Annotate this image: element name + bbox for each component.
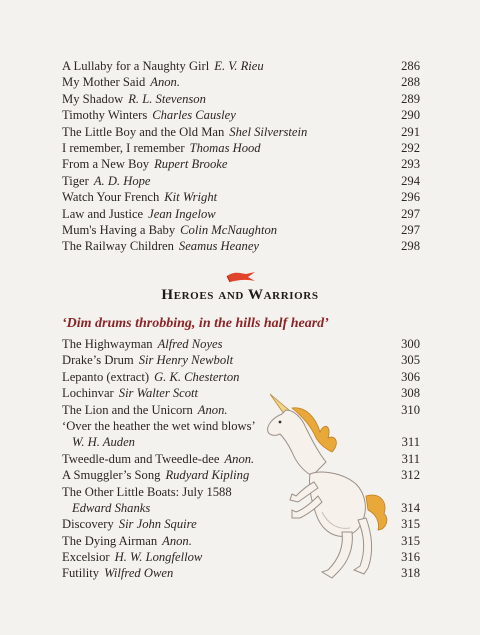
poem-title: The Little Boy and the Old Man xyxy=(62,124,225,139)
poem-author: H. W. Longfellow xyxy=(114,550,203,565)
poem-title: Timothy Winters xyxy=(62,108,148,123)
poem-title: Tweedle-dum and Tweedle-dee xyxy=(62,451,220,466)
poem-author: Alfred Noyes xyxy=(157,337,223,351)
poem-author: Anon. xyxy=(150,75,180,90)
page-number: 288 xyxy=(401,75,420,90)
poem-title: Excelsior xyxy=(62,550,110,565)
poem-title: A Smuggler’s Song xyxy=(62,468,161,483)
poem-author: Shel Silverstein xyxy=(229,124,308,139)
poem-author: Sir Walter Scott xyxy=(118,386,199,401)
poem-author: Jean Ingelow xyxy=(148,206,216,221)
page-number: 297 xyxy=(401,222,420,237)
toc-entry xyxy=(62,238,420,254)
toc-entry xyxy=(62,140,420,156)
toc-entry xyxy=(62,91,420,107)
page-number: 300 xyxy=(401,337,420,351)
poem-title: The Dying Airman xyxy=(62,533,158,548)
poem-title: Mum's Having a Baby xyxy=(62,222,176,237)
toc-entry xyxy=(62,74,420,90)
section-epigraph: ‘Dim drums throbbing, in the hills half heard’ xyxy=(62,316,329,331)
page-number: 291 xyxy=(401,124,420,139)
poem-title: Futility xyxy=(62,566,100,581)
poem-author: Colin McNaughton xyxy=(180,222,278,237)
pennant-icon xyxy=(226,270,256,284)
page-number: 315 xyxy=(401,517,420,532)
toc-list-top xyxy=(62,58,420,255)
toc-entry xyxy=(62,336,420,352)
toc-entry xyxy=(62,189,420,205)
poem-title: Drake’s Drum xyxy=(62,353,134,368)
page-number: 311 xyxy=(401,451,420,466)
poem-title: Discovery xyxy=(62,517,114,532)
poem-author: Sir John Squire xyxy=(118,517,197,532)
page-number: 316 xyxy=(401,550,420,565)
toc-entry xyxy=(62,173,420,189)
page-number: 298 xyxy=(401,239,420,254)
poem-author: Anon. xyxy=(162,533,192,548)
page-number: 315 xyxy=(401,533,420,548)
page-number: 294 xyxy=(401,173,420,188)
poem-author: Anon. xyxy=(224,451,255,466)
page-number: 308 xyxy=(401,386,420,401)
poem-title: I remember, I remember xyxy=(62,140,185,155)
page-number: 306 xyxy=(401,369,420,384)
page-number: 305 xyxy=(401,353,420,368)
poem-author: E. V. Rieu xyxy=(214,59,264,73)
poem-title: The Other Little Boats: July 1588 xyxy=(62,484,232,499)
page-number: 293 xyxy=(401,157,420,172)
poem-author: Thomas Hood xyxy=(189,140,261,155)
page-number: 289 xyxy=(401,91,420,106)
poem-author: A. D. Hope xyxy=(93,173,151,188)
poem-author: R. L. Stevenson xyxy=(128,91,206,106)
page-number: 314 xyxy=(401,500,420,515)
poem-author: Wilfred Owen xyxy=(104,566,174,581)
poem-title: The Highwayman xyxy=(62,337,153,351)
poem-title: From a New Boy xyxy=(62,157,150,172)
poem-title: A Lullaby for a Naughty Girl xyxy=(62,59,210,73)
page-number: 311 xyxy=(401,435,420,450)
poem-title: Lepanto (extract) xyxy=(62,369,150,384)
poem-title: ‘Over the heather the wet wind blows’ xyxy=(62,418,256,433)
poem-author: Kit Wright xyxy=(164,190,218,205)
page-number: 290 xyxy=(401,108,420,123)
page-number: 310 xyxy=(401,402,420,417)
page-number: 292 xyxy=(401,140,420,155)
poem-title: Tiger xyxy=(62,173,89,188)
page-number: 297 xyxy=(401,206,420,221)
toc-entry xyxy=(62,107,420,123)
toc-entry xyxy=(62,222,420,238)
toc-entry xyxy=(62,206,420,222)
page-number: 318 xyxy=(401,566,420,581)
toc-entry xyxy=(62,352,420,368)
poem-author: W. H. Auden xyxy=(72,435,135,450)
poem-author: Charles Causley xyxy=(152,108,236,123)
poem-title: The Railway Children xyxy=(62,239,174,254)
unicorn-illustration xyxy=(262,392,392,592)
poem-author: Seamus Heaney xyxy=(178,239,260,254)
poem-author: Anon. xyxy=(197,402,228,417)
poem-title: The Lion and the Unicorn xyxy=(62,402,193,417)
poem-author: Rupert Brooke xyxy=(154,157,228,172)
poem-author: G. K. Chesterton xyxy=(154,369,240,384)
toc-entry xyxy=(62,124,420,140)
poem-author: Sir Henry Newbolt xyxy=(138,353,234,368)
poem-title: My Shadow xyxy=(62,91,124,106)
poem-title: My Mother Said xyxy=(62,75,146,90)
poem-author: Rudyard Kipling xyxy=(165,468,250,483)
page-number: 312 xyxy=(401,468,420,483)
section-heading: Heroes and Warriors xyxy=(161,287,319,303)
poem-title: Law and Justice xyxy=(62,206,144,221)
page-number: 296 xyxy=(401,190,420,205)
toc-entry xyxy=(62,58,420,74)
poem-author: Edward Shanks xyxy=(72,500,151,515)
page-number: 286 xyxy=(401,59,420,73)
toc-entry xyxy=(62,369,420,385)
poem-title: Lochinvar xyxy=(62,386,114,401)
toc-entry xyxy=(62,156,420,172)
poem-title: Watch Your French xyxy=(62,190,160,205)
